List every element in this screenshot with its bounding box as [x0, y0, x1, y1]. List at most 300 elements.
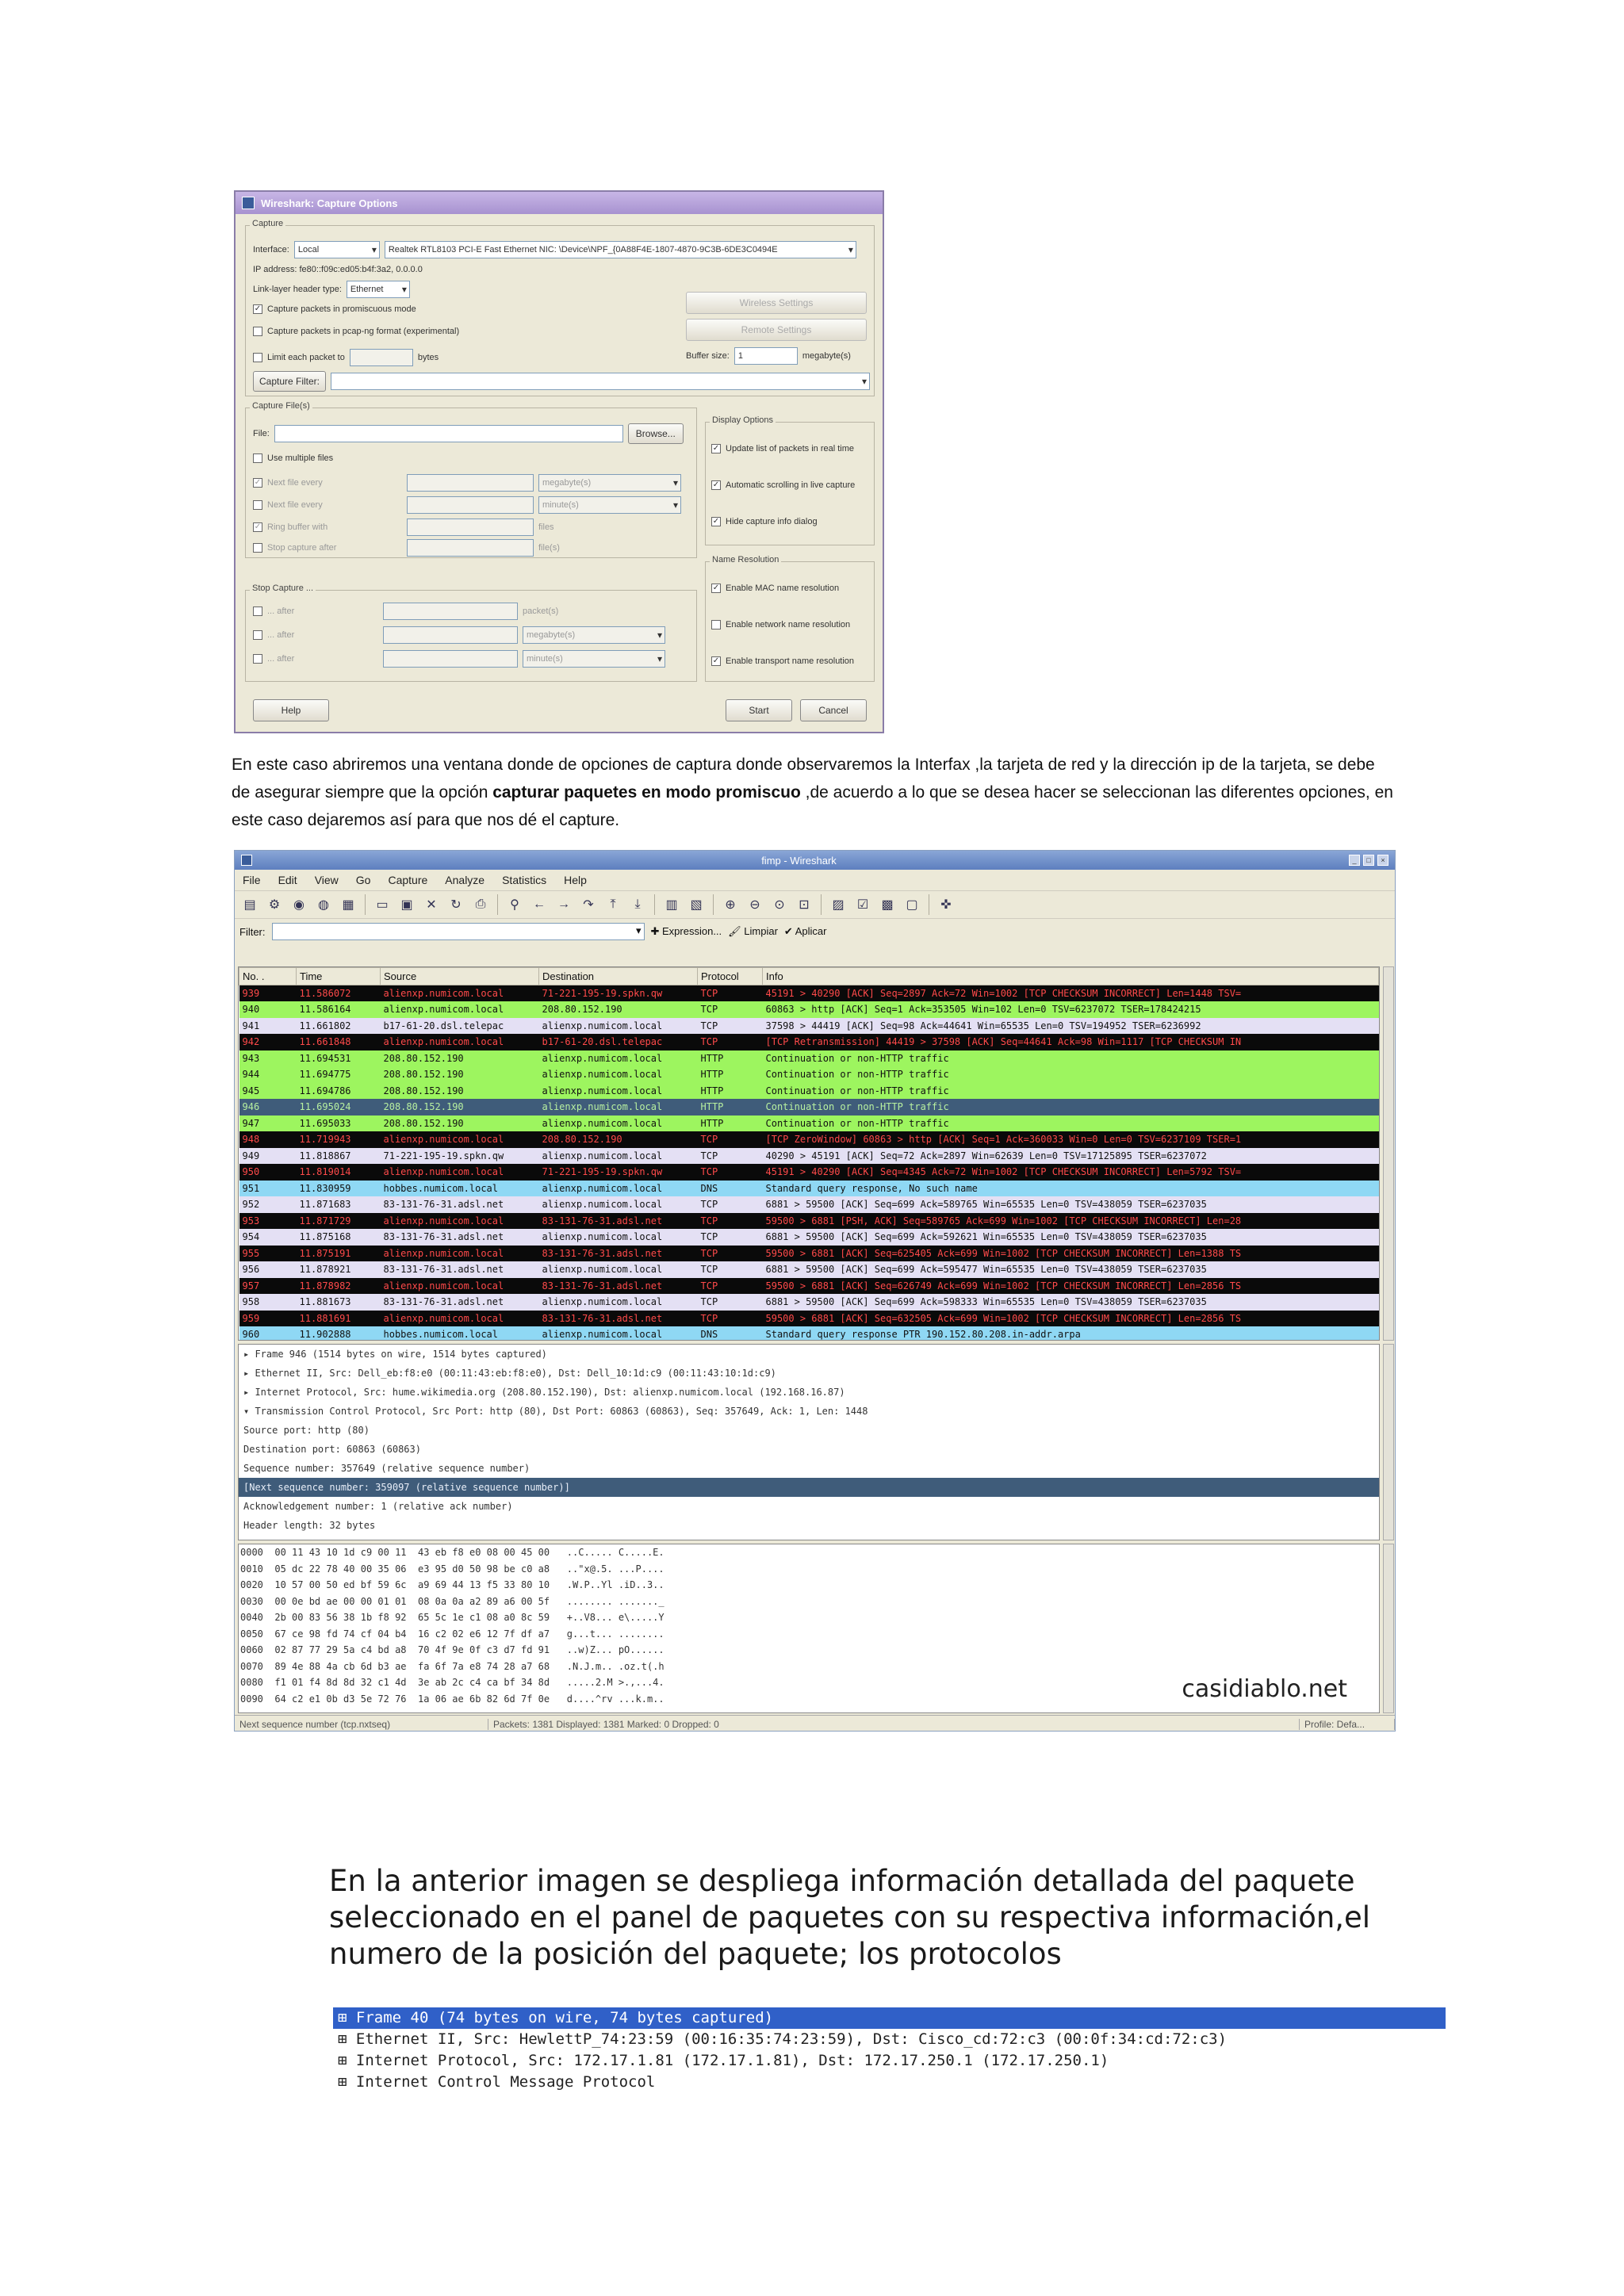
packet-cell-info: 59500 > 6881 [ACK] Seq=632505 Ack=699 Win=1002 [TCP CHECKSUM INCORRECT] Len=2856 TS [765, 1312, 1242, 1324]
menu-statistics[interactable]: Statistics [502, 874, 547, 886]
paragraph-bold: capturar paquetes en modo promiscuo [492, 783, 801, 802]
packet-row[interactable] [239, 1050, 1379, 1067]
colorize-icon[interactable]: ▥ [665, 898, 678, 912]
packet-cell-proto: TCP [700, 1247, 718, 1259]
packet-cell-src: b17-61-20.dsl.telepac [383, 1020, 504, 1031]
window-titlebar [235, 851, 1395, 870]
column-header[interactable]: Info [763, 968, 1379, 985]
packet-cell-no: 944 [242, 1069, 260, 1081]
packet-cell-dst: alienxp.numicom.local [542, 1182, 663, 1194]
wireshark-window [234, 850, 1396, 1732]
mac-resolution-label: Enable MAC name resolution [726, 584, 840, 593]
ring-buffer-label: Ring buffer with [267, 522, 328, 532]
packet-row[interactable] [239, 1278, 1379, 1295]
packet-cell-proto: DNS [700, 1329, 718, 1341]
stop-time-unit[interactable]: minute(s) ▾ [523, 650, 665, 668]
stop-packets-input[interactable] [383, 603, 518, 620]
packet-cell-dst: alienxp.numicom.local [542, 1117, 663, 1129]
packet-cell-dst: alienxp.numicom.local [542, 1296, 663, 1308]
capture-files-label: Capture File(s) [250, 401, 312, 411]
back-icon[interactable]: ← [533, 897, 546, 911]
next-file-2-unit[interactable]: minute(s) ▾ [538, 496, 681, 514]
packet-cell-time: 11.875191 [299, 1247, 351, 1259]
hex-line[interactable]: 0010 05 dc 22 78 40 00 35 06 e3 95 d0 50 98 be c0 a8 .."x@.5. ...P.... [240, 1563, 665, 1575]
packet-details [238, 1344, 1380, 1540]
packet-cell-src: alienxp.numicom.local [383, 988, 504, 999]
reload-icon[interactable]: ↻ [450, 898, 462, 912]
packet-cell-src: 83-131-76-31.adsl.net [383, 1199, 504, 1211]
next-file-2-label: Next file every [267, 500, 323, 510]
wireshark-icon [242, 197, 255, 209]
multiple-files-label: Use multiple files [267, 453, 334, 463]
packet-cell-info: Continuation or non-HTTP traffic [765, 1069, 949, 1081]
packet-cell-proto: HTTP [700, 1101, 724, 1113]
clear-label: Limpiar [744, 925, 778, 937]
packet-cell-time: 11.661848 [299, 1036, 351, 1048]
hex-line[interactable]: 0090 64 c2 e1 0b d3 5e 72 76 1a 06 ae 6b 82 6d 7f 0e d....^rv ...k.m.. [240, 1693, 665, 1705]
packet-cell-no: 959 [242, 1312, 260, 1324]
packet-cell-info: 6881 > 59500 [ACK] Seq=699 Ack=598333 Win=65535 Len=0 TSV=438059 TSER=6237035 [765, 1296, 1207, 1308]
packet-cell-src: 208.80.152.190 [383, 1085, 464, 1096]
detail-line[interactable]: Sequence number: 357649 (relative sequence number) [243, 1463, 530, 1474]
intro-paragraph [232, 751, 1396, 834]
network-resolution-checkbox[interactable] [711, 620, 721, 629]
packet-cell-time: 11.695033 [299, 1117, 351, 1129]
packet-cell-dst: 83-131-76-31.adsl.net [542, 1215, 663, 1226]
column-header[interactable]: Destination [539, 968, 698, 985]
packet-cell-no: 954 [242, 1231, 260, 1243]
browse-button[interactable]: Browse... [628, 423, 684, 444]
detail-line[interactable]: Destination port: 60863 (60863) [243, 1444, 421, 1455]
packet-cell-dst: alienxp.numicom.local [542, 1199, 663, 1211]
packet-cell-no: 945 [242, 1085, 260, 1096]
detail-line[interactable]: Header length: 32 bytes [243, 1520, 376, 1531]
packet-row[interactable] [239, 1246, 1379, 1262]
packet-row[interactable] [239, 1034, 1379, 1050]
hex-line[interactable]: 0080 f1 01 f4 8d 8d 32 c1 4d 3e ab 2c c4 ca bf 34 8d .....2.M >.,...4. [240, 1677, 665, 1688]
details-scrollbar[interactable] [1383, 1344, 1394, 1540]
stop-size-input[interactable] [383, 626, 518, 644]
remote-settings-button[interactable]: Remote Settings [686, 319, 867, 341]
packet-row[interactable] [239, 1311, 1379, 1327]
filter-toolbar [235, 919, 1395, 944]
packet-cell-proto: TCP [700, 988, 718, 999]
pcapng-checkbox[interactable] [253, 327, 262, 336]
packet-row[interactable] [239, 1164, 1379, 1181]
packet-cell-no: 955 [242, 1247, 260, 1259]
packet-cell-src: hobbes.numicom.local [383, 1182, 498, 1194]
packet-cell-time: 11.881673 [299, 1296, 351, 1308]
hide-info-label: Hide capture info dialog [726, 517, 818, 526]
file-label: File: [253, 429, 270, 438]
packet-cell-proto: TCP [700, 1296, 718, 1308]
dialog-titlebar [236, 192, 883, 214]
packet-cell-no: 940 [242, 1004, 260, 1016]
packet-cell-proto: TCP [700, 1231, 718, 1243]
packet-cell-info: 6881 > 59500 [ACK] Seq=699 Ack=589765 Win=65535 Len=0 TSV=438059 TSER=6237035 [765, 1199, 1207, 1211]
pcapng-label: Capture packets in pcap-ng format (experimental) [267, 327, 460, 336]
packet-row[interactable] [239, 1181, 1379, 1197]
description-paragraph: En la anterior imagen se despliega información detallada del paquete seleccionado en el panel de paquetes con su respectiva información,el numero de la posición del paquete; los protocolos [329, 1864, 1371, 1971]
stop-packets-unit: packet(s) [523, 607, 559, 616]
packet-cell-no: 951 [242, 1182, 260, 1194]
packet-cell-proto: HTTP [700, 1085, 724, 1096]
packet-row[interactable] [239, 1196, 1379, 1213]
packet-row[interactable] [239, 1213, 1379, 1230]
start-capture-icon[interactable]: ◉ [293, 898, 304, 912]
stop-time-label: ... after [267, 654, 295, 664]
detail-line[interactable]: Source port: http (80) [243, 1425, 370, 1436]
packet-row[interactable] [239, 1115, 1379, 1132]
packet-cell-time: 11.871729 [299, 1215, 351, 1226]
packet-cell-info: Continuation or non-HTTP traffic [765, 1117, 949, 1129]
stop-size-unit[interactable]: megabyte(s) ▾ [523, 626, 665, 644]
packet-cell-no: 956 [242, 1264, 260, 1276]
bytes-scrollbar[interactable] [1383, 1544, 1394, 1713]
packet-cell-dst: alienxp.numicom.local [542, 1101, 663, 1113]
file-input[interactable] [274, 425, 623, 442]
close-file-icon[interactable]: ✕ [426, 898, 437, 912]
packet-cell-no: 948 [242, 1134, 260, 1146]
first-packet-icon[interactable]: ⤒ [610, 897, 616, 911]
limit-input[interactable] [350, 349, 413, 366]
filter-input[interactable] [272, 923, 645, 940]
go-to-icon[interactable]: ↷ [583, 898, 594, 912]
packet-cell-dst: 71-221-195-19.spkn.qw [542, 988, 663, 999]
packet-bytes [238, 1544, 1380, 1713]
packet-cell-src: 83-131-76-31.adsl.net [383, 1231, 504, 1243]
transport-resolution-label: Enable transport name resolution [726, 656, 855, 666]
maximize-icon[interactable]: □ [1363, 855, 1374, 866]
stop-capture-icon[interactable]: ◍ [318, 898, 329, 912]
packet-cell-no: 949 [242, 1150, 260, 1161]
packet-cell-info: Standard query response PTR 190.152.80.208.in-addr.arpa [765, 1329, 1081, 1341]
minimize-icon[interactable]: _ [1349, 855, 1360, 866]
network-resolution-label: Enable network name resolution [726, 620, 851, 629]
packet-cell-src: 83-131-76-31.adsl.net [383, 1296, 504, 1308]
hex-line[interactable]: 0020 10 57 00 50 ed bf 59 6c a9 69 44 13 f5 33 80 10 .W.P..Yl .iD..3.. [240, 1579, 665, 1590]
packet-cell-dst: alienxp.numicom.local [542, 1052, 663, 1064]
ring-buffer-checkbox[interactable]: ✓ [254, 522, 262, 531]
stop-time-checkbox[interactable] [253, 654, 262, 664]
ip-address: IP address: fe80::f09c:ed05:b4f:3a2, 0.0.0.0 [253, 265, 423, 274]
packet-row[interactable] [239, 1099, 1379, 1115]
packet-cell-no: 960 [242, 1329, 260, 1341]
name-resolution-label: Name Resolution [710, 555, 781, 564]
packet-list-scrollbar[interactable] [1383, 966, 1394, 1341]
packet-cell-time: 11.586072 [299, 988, 351, 999]
detail-line[interactable]: ▸ Internet Protocol, Src: hume.wikimedia.org (208.80.152.190), Dst: alienxp.numicom.local (192.168.16.87) [243, 1387, 845, 1398]
link-layer-select[interactable]: Ethernet ▾ [347, 281, 410, 298]
multiple-files-checkbox[interactable] [253, 453, 262, 463]
update-list-label: Update list of packets in real time [726, 444, 855, 453]
packet-cell-src: alienxp.numicom.local [383, 1036, 504, 1048]
stop-after-input[interactable] [407, 539, 534, 557]
strip-detail-line[interactable]: ⊞ Internet Control Message Protocol [338, 2073, 656, 2091]
filter-dropdown-icon[interactable]: ▾ [635, 924, 642, 936]
packet-cell-no: 950 [242, 1166, 260, 1178]
detail-line[interactable]: Acknowledgement number: 1 (relative ack number) [243, 1501, 513, 1512]
packet-cell-no: 957 [242, 1280, 260, 1292]
stop-after-checkbox[interactable] [253, 543, 262, 553]
packet-cell-src: alienxp.numicom.local [383, 1312, 504, 1324]
interface-scope-select[interactable]: Local ▾ [294, 241, 380, 258]
limit-unit: bytes [417, 353, 439, 362]
packet-cell-src: alienxp.numicom.local [383, 1166, 504, 1178]
packet-cell-info: 45191 > 40290 [ACK] Seq=2897 Ack=72 Win=1002 [TCP CHECKSUM INCORRECT] Len=1448 TSV= [765, 988, 1242, 999]
capture-group-label: Capture [250, 219, 285, 228]
packet-cell-dst: alienxp.numicom.local [542, 1150, 663, 1161]
packet-cell-info: 40290 > 45191 [ACK] Seq=72 Ack=2897 Win=62639 Len=0 TSV=17125895 TSER=6237072 [765, 1150, 1207, 1161]
packet-cell-dst: alienxp.numicom.local [542, 1231, 663, 1243]
packet-cell-dst: alienxp.numicom.local [542, 1020, 663, 1031]
packet-cell-dst: 208.80.152.190 [542, 1134, 622, 1146]
packet-cell-src: alienxp.numicom.local [383, 1247, 504, 1259]
promiscuous-checkbox[interactable]: ✓ [254, 304, 262, 313]
status-packets: Packets: 1381 Displayed: 1381 Marked: 0 Dropped: 0 [488, 1719, 1300, 1730]
packet-row[interactable] [239, 1018, 1379, 1035]
packet-cell-proto: TCP [700, 1036, 718, 1048]
hex-line[interactable]: 0070 89 4e 88 4a cb 6d b3 ae fa 6f 7a e8 74 28 a7 68 .N.J.m.. .oz.t(.h [240, 1660, 665, 1672]
packet-cell-time: 11.694786 [299, 1085, 351, 1096]
resize-columns-icon[interactable]: ⊡ [799, 898, 810, 912]
menu-analyze[interactable]: Analyze [445, 874, 485, 886]
packet-cell-src: 208.80.152.190 [383, 1069, 464, 1081]
menu-capture[interactable]: Capture [388, 874, 428, 886]
forward-icon[interactable]: → [557, 897, 570, 911]
autoscroll-icon[interactable]: ▧ [690, 898, 703, 912]
display-options-label: Display Options [710, 415, 776, 425]
packet-cell-no: 943 [242, 1052, 260, 1064]
transport-resolution-checkbox[interactable]: ✓ [712, 656, 720, 665]
dialog-title: Wireshark: Capture Options [261, 197, 398, 209]
last-packet-icon[interactable]: ⤓ [634, 897, 641, 911]
interfaces-icon[interactable]: ▤ [243, 898, 256, 912]
column-header[interactable]: Time [297, 968, 381, 985]
status-field: Next sequence number (tcp.nxtseq) [235, 1719, 488, 1730]
packet-cell-dst: alienxp.numicom.local [542, 1085, 663, 1096]
zoom-out-icon[interactable]: ⊖ [749, 898, 760, 912]
packet-cell-time: 11.695024 [299, 1101, 351, 1113]
hex-line[interactable]: 0000 00 11 43 10 1d c9 00 11 43 eb f8 e0 08 00 45 00 ..C..... C.....E. [240, 1547, 665, 1558]
clear-button[interactable]: 🖌 Limpiar [728, 925, 778, 937]
packet-row[interactable] [239, 985, 1379, 1002]
detail-line[interactable]: ▸ Ethernet II, Src: Dell_eb:f8:e0 (00:11:43:eb:f8:e0), Dst: Dell_10:1d:c9 (00:11:43:10:1d:c9) [243, 1368, 776, 1379]
packet-cell-no: 947 [242, 1117, 260, 1129]
help-button[interactable]: Help [253, 699, 329, 721]
hex-line[interactable]: 0030 00 0e bd ae 00 00 01 01 08 0a 0a a2 89 a6 00 5f ........ ......._ [240, 1595, 665, 1607]
zoom-normal-icon[interactable]: ⊙ [774, 898, 785, 912]
interface-label: Interface: [253, 245, 289, 254]
column-header[interactable]: No. . [239, 968, 297, 985]
limit-checkbox[interactable] [253, 353, 262, 362]
apply-button[interactable]: ✔ Aplicar [783, 925, 827, 937]
packet-cell-dst: 71-221-195-19.spkn.qw [542, 1166, 663, 1178]
buffer-unit: megabyte(s) [802, 351, 851, 361]
packet-row[interactable] [239, 1001, 1379, 1018]
detail-line[interactable]: ▾ Transmission Control Protocol, Src Port: http (80), Dst Port: 60863 (60863), Seq: 357649, Ack: 1, Len: 1448 [243, 1406, 868, 1417]
capture-filter-input[interactable] [331, 373, 870, 390]
packet-cell-no: 939 [242, 988, 260, 999]
packet-cell-dst: 208.80.152.190 [542, 1004, 622, 1016]
auto-scroll-checkbox[interactable]: ✓ [712, 480, 720, 489]
packet-cell-time: 11.694531 [299, 1052, 351, 1064]
display-filters-icon[interactable]: ☑ [856, 898, 869, 912]
packet-cell-dst: alienxp.numicom.local [542, 1069, 663, 1081]
stop-packets-label: ... after [267, 607, 295, 616]
packet-row[interactable] [239, 1261, 1379, 1278]
options-icon[interactable]: ⚙ [268, 898, 281, 912]
status-bar [235, 1715, 1395, 1732]
packet-cell-time: 11.586164 [299, 1004, 351, 1016]
expression-label: Expression... [662, 925, 722, 937]
menu-file[interactable]: File [243, 874, 261, 886]
hex-line[interactable]: 0040 2b 00 83 56 38 1b f8 92 65 5c 1e c1 08 a0 8c 59 +..V8... e\.....Y [240, 1612, 665, 1623]
strip-detail-line[interactable]: ⊞ Internet Protocol, Src: 172.17.1.81 (172.17.1.81), Dst: 172.17.250.1 (172.17.250.1) [338, 2052, 1109, 2069]
packet-cell-info: 6881 > 59500 [ACK] Seq=699 Ack=595477 Win=65535 Len=0 TSV=438059 TSER=6237035 [765, 1264, 1207, 1276]
save-icon[interactable]: ▣ [400, 898, 413, 912]
packet-cell-proto: TCP [700, 1020, 718, 1031]
packet-cell-info: 60863 > http [ACK] Seq=1 Ack=353505 Win=102 Len=0 TSV=6237072 TSER=178424215 [765, 1004, 1201, 1016]
packet-cell-time: 11.818867 [299, 1150, 351, 1161]
packet-cell-src: 83-131-76-31.adsl.net [383, 1264, 504, 1276]
print-icon[interactable]: ⎙ [475, 897, 486, 911]
packet-cell-info: [TCP ZeroWindow] 60863 > http [ACK] Seq=1 Ack=360033 Win=0 Len=0 TSV=6237109 TSER=1 [765, 1134, 1242, 1146]
stop-time-input[interactable] [383, 650, 518, 668]
packet-cell-proto: TCP [700, 1150, 718, 1161]
hex-line[interactable]: 0060 02 87 77 29 5a c4 bd a8 70 4f 9e 0f c3 d7 fd 91 ..w)Z... pO...... [240, 1644, 665, 1655]
capture-filters-icon[interactable]: ▨ [832, 898, 845, 912]
packet-row[interactable] [239, 1326, 1379, 1341]
next-file-1-checkbox[interactable]: ✓ [254, 478, 262, 487]
menu-edit[interactable]: Edit [278, 874, 297, 886]
packet-cell-dst: 83-131-76-31.adsl.net [542, 1280, 663, 1292]
detail-line[interactable]: ▸ Frame 946 (1514 bytes on wire, 1514 bytes captured) [243, 1349, 547, 1360]
start-button[interactable]: Start [726, 699, 792, 721]
filter-label[interactable]: Filter: [239, 925, 266, 938]
window-title: fimp - Wireshark [761, 854, 837, 867]
packet-row[interactable] [239, 1066, 1379, 1083]
packet-cell-info: Continuation or non-HTTP traffic [765, 1052, 949, 1064]
packet-cell-info: 45191 > 40290 [ACK] Seq=4345 Ack=72 Win=1002 [TCP CHECKSUM INCORRECT] Len=5792 TSV= [765, 1166, 1242, 1178]
packet-cell-src: hobbes.numicom.local [383, 1329, 498, 1341]
next-file-2-input[interactable] [407, 496, 534, 514]
packet-list-header [239, 968, 1379, 985]
coloring-rules-icon[interactable]: ▩ [881, 898, 894, 912]
packet-row[interactable] [239, 1131, 1379, 1148]
next-file-1-label: Next file every [267, 478, 323, 488]
stop-size-checkbox[interactable] [253, 630, 262, 640]
packet-cell-proto: TCP [700, 1199, 718, 1211]
strip-detail-line[interactable]: ⊞ Frame 40 (74 bytes on wire, 74 bytes captured) [333, 2007, 1446, 2029]
menu-view[interactable]: View [314, 874, 339, 886]
detail-line[interactable]: [Next sequence number: 359097 (relative sequence number)] [239, 1478, 1379, 1497]
zoom-in-icon[interactable]: ⊕ [725, 898, 736, 912]
limit-label: Limit each packet to [267, 353, 345, 362]
packet-cell-info: 59500 > 6881 [ACK] Seq=626749 Ack=699 Win=1002 [TCP CHECKSUM INCORRECT] Len=2856 TS [765, 1280, 1242, 1292]
hex-line[interactable]: 0050 67 ce 98 fd 74 cf 04 b4 16 c2 02 e6 12 7f df a7 g...t... ........ [240, 1628, 665, 1640]
packet-cell-info: [TCP Retransmission] 44419 > 37598 [ACK] Seq=44641 Ack=98 Win=1117 [TCP CHECKSUM IN [765, 1036, 1242, 1048]
packet-cell-time: 11.875168 [299, 1231, 351, 1243]
mac-resolution-checkbox[interactable]: ✓ [712, 584, 720, 592]
next-file-1-input[interactable] [407, 474, 534, 492]
interface-select[interactable]: Realtek RTL8103 PCI-E Fast Ethernet NIC: \Device\NPF_{0A88F4E-1807-4870-9C3B-6DE3C0494E ▾ [385, 241, 856, 258]
packet-cell-no: 953 [242, 1215, 260, 1226]
cancel-button[interactable]: Cancel [800, 699, 867, 721]
stop-packets-checkbox[interactable] [253, 607, 262, 616]
apply-label: Aplicar [795, 925, 827, 937]
promiscuous-label: Capture packets in promiscuous mode [267, 304, 416, 314]
status-profile[interactable]: Profile: Defa... [1300, 1719, 1395, 1730]
packet-cell-proto: TCP [700, 1166, 718, 1178]
restart-capture-icon[interactable]: ▦ [342, 898, 354, 912]
help-icon[interactable]: ✜ [940, 898, 952, 912]
buffer-input[interactable]: 1 [734, 347, 798, 365]
hide-info-checkbox[interactable]: ✓ [712, 517, 720, 526]
packet-row[interactable] [239, 1083, 1379, 1100]
packet-cell-proto: HTTP [700, 1069, 724, 1081]
open-icon[interactable]: ▭ [376, 898, 389, 912]
paragraph-text-end: ,de acuerdo a lo que se desea hacer se seleccionan las diferentes opciones, en este caso dejaremos así para que nos dé el capture. [232, 783, 1393, 829]
ring-buffer-input[interactable] [407, 519, 534, 536]
paragraph-text: En este caso abriremos una ventana donde de opciones de captura donde observaremos la Interfax ,la tarjeta de red y la dirección ip de la tarjeta, se debe de asegurar siempre que la opción [232, 756, 1375, 802]
packet-cell-no: 958 [242, 1296, 260, 1308]
link-layer-label: Link-layer header type: [253, 285, 342, 294]
packet-cell-time: 11.878921 [299, 1264, 351, 1276]
expression-button[interactable]: ✚ Expression... [650, 925, 722, 937]
main-toolbar [235, 890, 1395, 919]
packet-row[interactable] [239, 1148, 1379, 1165]
menu-go[interactable]: Go [355, 874, 371, 886]
buffer-label: Buffer size: [686, 351, 730, 361]
wireless-settings-button[interactable]: Wireless Settings [686, 292, 867, 314]
packet-cell-src: 71-221-195-19.spkn.qw [383, 1150, 504, 1161]
next-file-2-checkbox[interactable] [253, 500, 262, 510]
menu-help[interactable]: Help [564, 874, 587, 886]
packet-cell-time: 11.694775 [299, 1069, 351, 1081]
packet-cell-src: alienxp.numicom.local [383, 1215, 504, 1226]
packet-cell-time: 11.719943 [299, 1134, 351, 1146]
packet-cell-dst: alienxp.numicom.local [542, 1329, 663, 1341]
capture-filter-button[interactable]: Capture Filter: [253, 371, 326, 392]
next-file-1-unit[interactable]: megabyte(s) ▾ [538, 474, 681, 492]
packet-cell-dst: b17-61-20.dsl.telepac [542, 1036, 663, 1048]
stop-after-unit: file(s) [538, 543, 560, 553]
packet-cell-no: 941 [242, 1020, 260, 1031]
update-list-checkbox[interactable]: ✓ [712, 444, 720, 453]
app-icon [241, 855, 252, 866]
close-icon[interactable]: × [1377, 855, 1388, 866]
packet-row[interactable] [239, 1229, 1379, 1246]
find-icon[interactable]: ⚲ [510, 898, 519, 912]
column-header[interactable]: Protocol [698, 968, 763, 985]
packet-cell-info: 59500 > 6881 [ACK] Seq=625405 Ack=699 Win=1002 [TCP CHECKSUM INCORRECT] Len=1388 TS [765, 1247, 1242, 1259]
capture-options-dialog [234, 190, 884, 733]
packet-cell-time: 11.902888 [299, 1329, 351, 1341]
packet-cell-info: 59500 > 6881 [PSH, ACK] Seq=589765 Ack=699 Win=1002 [TCP CHECKSUM INCORRECT] Len=28 [765, 1215, 1242, 1226]
packet-row[interactable] [239, 1294, 1379, 1311]
stop-after-label: Stop capture after [267, 543, 337, 553]
packet-cell-proto: TCP [700, 1264, 718, 1276]
strip-detail-line[interactable]: ⊞ Ethernet II, Src: HewlettP_74:23:59 (00:16:35:74:23:59), Dst: Cisco_cd:72:c3 (00:0f:34:cd:72:c3) [338, 2030, 1228, 2048]
packet-cell-proto: HTTP [700, 1052, 724, 1064]
packet-cell-time: 11.819014 [299, 1166, 351, 1178]
column-header[interactable]: Source [381, 968, 539, 985]
preferences-icon[interactable]: ▢ [906, 898, 918, 912]
packet-cell-time: 11.830959 [299, 1182, 351, 1194]
packet-cell-proto: DNS [700, 1182, 718, 1194]
packet-cell-info: Continuation or non-HTTP traffic [765, 1101, 949, 1113]
